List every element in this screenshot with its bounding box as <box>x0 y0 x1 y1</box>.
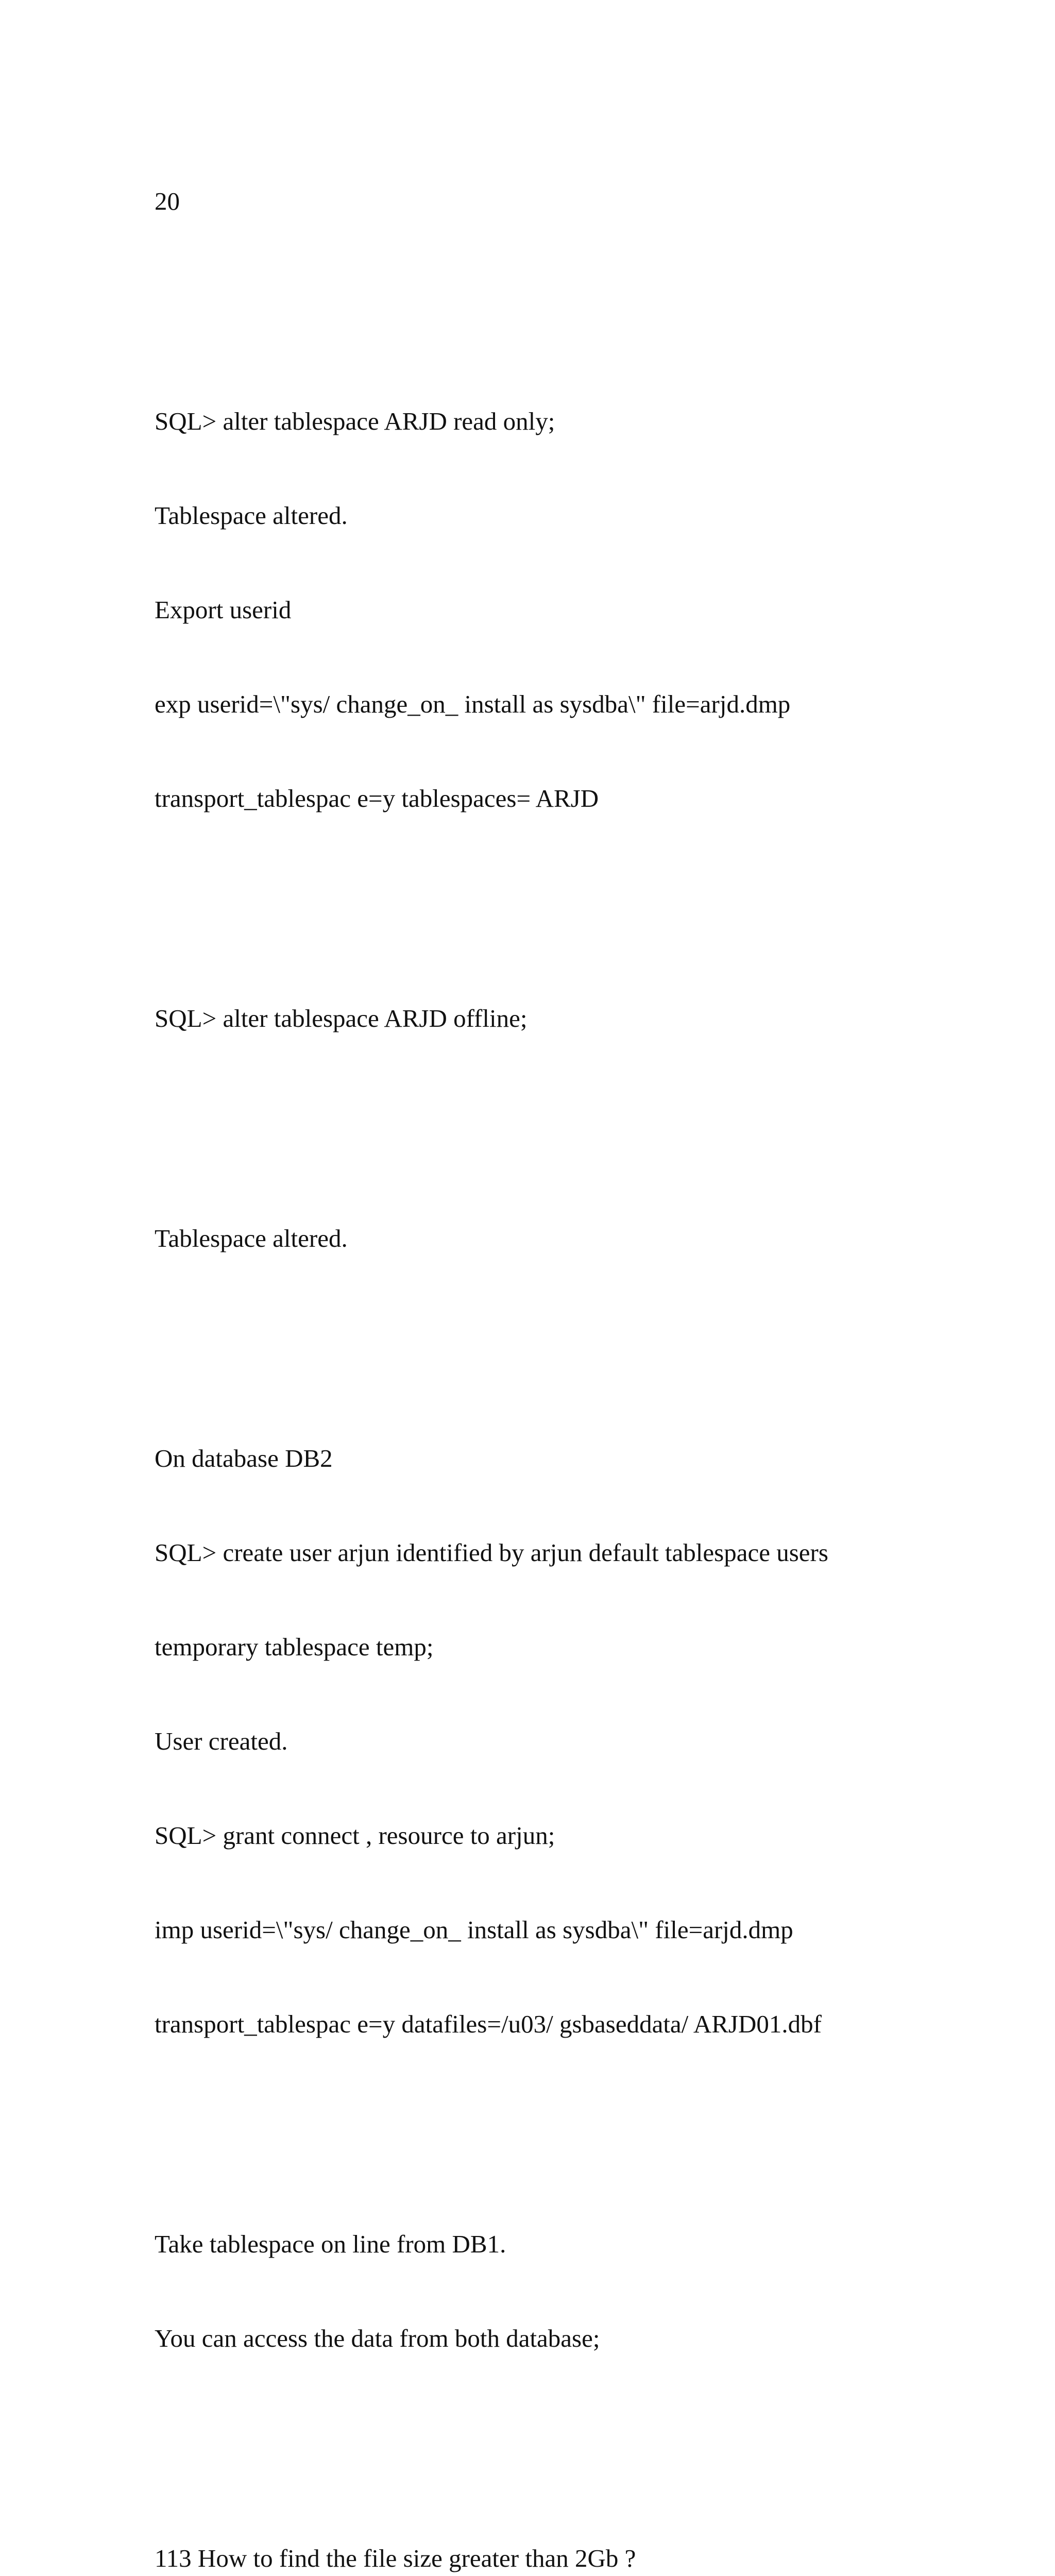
document-body <box>155 123 1030 2576</box>
page-number: 20 <box>155 187 180 215</box>
text-line: Take tablespace on line from DB1. <box>155 2230 506 2258</box>
text-line: temporary tablespace temp; <box>155 1633 434 1661</box>
blank-line <box>155 280 1030 311</box>
text-line: Tablespace altered. <box>155 1224 348 1252</box>
blank-line <box>155 877 1030 908</box>
text-line: You can access the data from both database; <box>155 2324 600 2352</box>
blank-line <box>155 1097 1030 1128</box>
text-line: transport_tablespac e=y datafiles=/u03/ gsbaseddata/ ARJD01.dbf <box>155 2010 822 2038</box>
text-line: On database DB2 <box>155 1444 333 1472</box>
blank-line <box>155 2103 1030 2134</box>
question-heading: 113 How to find the file size greater than 2Gb ? <box>155 2544 636 2572</box>
text-line: SQL> grant connect , resource to arjun; <box>155 1821 555 1850</box>
text-line: imp userid=\"sys/ change_on_ install as sysdba\" file=arjd.dmp <box>155 1916 793 1944</box>
text-line: User created. <box>155 1727 288 1755</box>
blank-line <box>155 2417 1030 2448</box>
text-line: SQL> alter tablespace ARJD read only; <box>155 407 555 435</box>
text-line: Tablespace altered. <box>155 501 348 530</box>
blank-line <box>155 1317 1030 1348</box>
text-line: SQL> alter tablespace ARJD offline; <box>155 1004 528 1032</box>
text-line: exp userid=\"sys/ change_on_ install as sysdba\" file=arjd.dmp <box>155 690 791 718</box>
text-line: transport_tablespac e=y tablespaces= ARJD <box>155 784 599 812</box>
text-line: Export userid <box>155 596 292 624</box>
text-line: SQL> create user arjun identified by arjun default tablespace users <box>155 1538 828 1567</box>
